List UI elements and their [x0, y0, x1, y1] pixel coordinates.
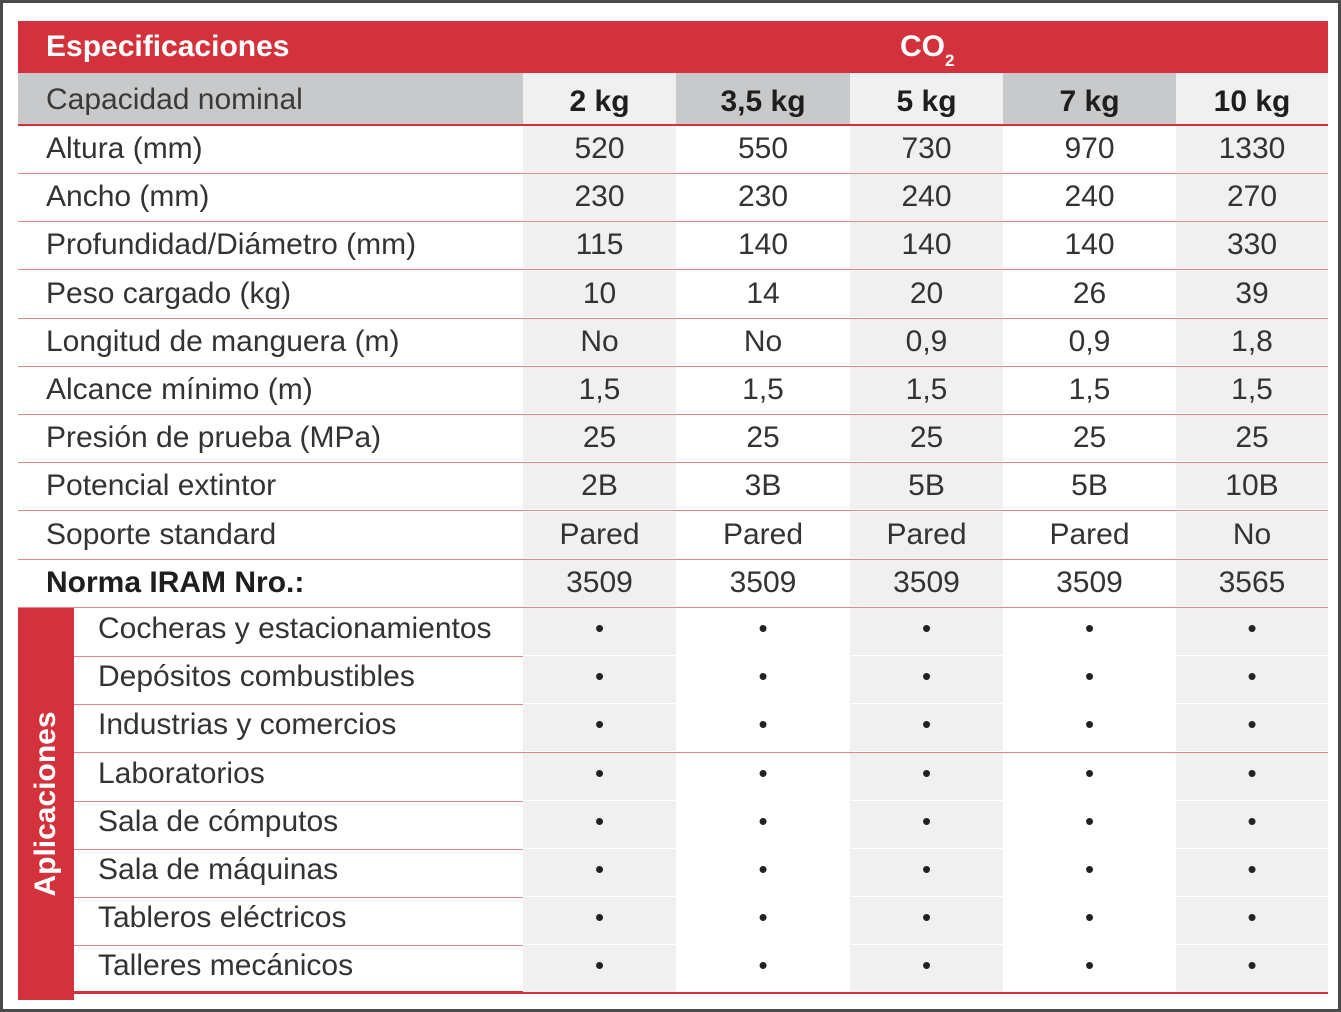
spec-value-cell: No — [523, 319, 676, 365]
spec-value-cell: 20 — [850, 271, 1003, 317]
spec-value-cell: 3B — [676, 463, 850, 509]
bullet-mark: • — [523, 656, 676, 703]
application-label: Sala de máquinas — [98, 853, 339, 886]
bullet-mark: • — [1176, 753, 1328, 800]
capacity-cell-10kg: 10 kg — [1176, 73, 1328, 124]
spec-value-cell: Pared — [676, 512, 850, 558]
bullet-mark: • — [523, 608, 676, 655]
bullet-mark: • — [523, 849, 676, 896]
bullet-mark: • — [1176, 608, 1328, 655]
bullet-mark: • — [523, 753, 676, 800]
capacity-cell-2kg: 2 kg — [523, 73, 676, 124]
spec-label: Altura (mm) — [46, 132, 203, 165]
spec-value-cell: 270 — [1176, 174, 1328, 220]
bullet-mark: • — [1176, 704, 1328, 751]
bullet-mark: • — [1003, 753, 1176, 800]
spec-row — [18, 174, 1328, 222]
spec-value-cell: 25 — [1176, 415, 1328, 461]
bullet-mark: • — [1176, 656, 1328, 703]
spec-value-cell: 26 — [1003, 271, 1176, 317]
spec-value-cell: 230 — [676, 174, 850, 220]
application-row — [74, 801, 1328, 850]
spec-value-cell: Pared — [1003, 512, 1176, 558]
application-label: Industrias y comercios — [98, 708, 397, 742]
bullet-mark: • — [1003, 897, 1176, 944]
spec-value-cell: 2B — [523, 463, 676, 509]
spec-value-cell: 0,9 — [1003, 319, 1176, 365]
bullet-mark: • — [523, 801, 676, 848]
capacity-cell-3-5kg: 3,5 kg — [676, 73, 850, 124]
spec-value-cell: 140 — [850, 222, 1003, 268]
specs-title: Especificaciones — [46, 30, 290, 63]
spec-label: Norma IRAM Nro.: — [46, 565, 305, 599]
bullet-mark: • — [850, 704, 1003, 751]
spec-value-cell: 5B — [850, 463, 1003, 509]
spec-value-cell: 330 — [1176, 222, 1328, 268]
spec-value-cell: 14 — [676, 271, 850, 317]
bullet-mark: • — [1003, 608, 1176, 655]
spec-row — [18, 415, 1328, 463]
spec-value-cell: 240 — [850, 174, 1003, 220]
applications-side-bar — [18, 608, 74, 1000]
spec-value-cell: 25 — [850, 415, 1003, 461]
spec-label: Ancho (mm) — [46, 180, 210, 214]
spec-value-cell: 10B — [1176, 463, 1328, 509]
spec-row — [18, 222, 1328, 270]
spec-value-cell: 230 — [523, 174, 676, 220]
bullet-mark: • — [850, 945, 1003, 992]
bullet-mark: • — [1003, 704, 1176, 751]
spec-row — [18, 367, 1328, 415]
bullet-mark: • — [1176, 801, 1328, 848]
applications-section — [18, 608, 1328, 1000]
spec-row — [18, 319, 1328, 367]
spec-row — [18, 126, 1328, 174]
spec-value-cell: 10 — [523, 271, 676, 317]
spec-row — [18, 512, 1328, 560]
spec-value-cell: 970 — [1003, 126, 1176, 172]
application-label: Depósitos combustibles — [98, 660, 415, 694]
capacity-cell-5kg: 5 kg — [850, 73, 1003, 124]
spec-value-cell: 39 — [1176, 271, 1328, 317]
bullet-mark: • — [1176, 945, 1328, 992]
bullet-mark: • — [523, 704, 676, 751]
spec-value-cell: 25 — [523, 415, 676, 461]
application-label: Laboratorios — [98, 756, 265, 790]
bullet-mark: • — [676, 945, 850, 992]
spec-value-cell: 25 — [676, 415, 850, 461]
spec-label: Peso cargado (kg) — [46, 276, 292, 310]
application-row — [74, 753, 1328, 802]
bullet-mark: • — [676, 801, 850, 848]
bullet-mark: • — [850, 801, 1003, 848]
bullet-mark: • — [850, 897, 1003, 944]
title-row — [18, 21, 1328, 73]
bullet-mark: • — [850, 608, 1003, 655]
bullet-mark: • — [676, 608, 850, 655]
spec-label: Potencial extintor — [46, 469, 277, 503]
application-row — [74, 945, 1328, 994]
spec-value-cell: 115 — [523, 222, 676, 268]
bullet-mark: • — [676, 704, 850, 751]
product-title-main: CO — [900, 30, 945, 63]
spec-value-cell: 3509 — [850, 560, 1003, 606]
bullet-mark: • — [1003, 849, 1176, 896]
capacity-row — [18, 73, 1328, 126]
bullet-mark: • — [1176, 849, 1328, 896]
bullet-mark: • — [676, 656, 850, 703]
bullet-mark: • — [850, 656, 1003, 703]
bullet-mark: • — [850, 753, 1003, 800]
spec-value-cell: 25 — [1003, 415, 1176, 461]
spec-value-cell: 1,5 — [1003, 367, 1176, 413]
bullet-mark: • — [1003, 945, 1176, 992]
spec-row — [18, 271, 1328, 319]
bullet-mark: • — [1176, 897, 1328, 944]
application-row — [74, 608, 1328, 657]
capacity-cell-7kg: 7 kg — [1003, 73, 1176, 124]
bullet-mark: • — [1003, 656, 1176, 703]
application-row — [74, 849, 1328, 898]
capacity-label: Capacidad nominal — [46, 83, 303, 116]
spec-value-cell: 0,9 — [850, 319, 1003, 365]
spec-value-cell: 1,5 — [850, 367, 1003, 413]
spec-value-cell: 3509 — [523, 560, 676, 606]
application-label: Tableros eléctricos — [98, 901, 347, 935]
bullet-mark: • — [676, 849, 850, 896]
spec-value-cell: 730 — [850, 126, 1003, 172]
spec-value-cell: 1,5 — [676, 367, 850, 413]
application-label: Talleres mecánicos — [98, 949, 354, 983]
spec-value-cell: 1330 — [1176, 126, 1328, 172]
spec-value-cell: 550 — [676, 126, 850, 172]
spec-label: Profundidad/Diámetro (mm) — [46, 228, 417, 262]
spec-label: Longitud de manguera (m) — [46, 324, 400, 358]
spec-value-cell: Pared — [850, 512, 1003, 558]
spec-row — [18, 560, 1328, 608]
spec-value-cell: 3565 — [1176, 560, 1328, 606]
bullet-mark: • — [523, 897, 676, 944]
bullet-mark: • — [676, 897, 850, 944]
spec-label: Presión de prueba (MPa) — [46, 421, 382, 455]
spec-value-cell: 1,8 — [1176, 319, 1328, 365]
application-row — [74, 897, 1328, 946]
bullet-mark: • — [1003, 801, 1176, 848]
spec-row — [18, 463, 1328, 511]
spec-value-cell: Pared — [523, 512, 676, 558]
bullet-mark: • — [850, 849, 1003, 896]
application-label: Sala de cómputos — [98, 804, 339, 838]
application-label: Cocheras y estacionamientos — [98, 612, 492, 645]
spec-value-cell: 1,5 — [523, 367, 676, 413]
product-title-subscript: 2 — [945, 51, 955, 70]
bullet-mark: • — [676, 753, 850, 800]
application-row — [74, 704, 1328, 753]
spec-label: Soporte standard — [46, 517, 277, 551]
spec-value-cell: 140 — [1003, 222, 1176, 268]
applications-title: Aplicaciones — [29, 711, 62, 897]
spec-value-cell: 3509 — [676, 560, 850, 606]
spec-value-cell: 5B — [1003, 463, 1176, 509]
spec-label: Alcance mínimo (m) — [46, 373, 313, 406]
spec-value-cell: 140 — [676, 222, 850, 268]
spec-value-cell: No — [676, 319, 850, 365]
application-row — [74, 656, 1328, 705]
bullet-mark: • — [523, 945, 676, 992]
spec-value-cell: 240 — [1003, 174, 1176, 220]
spec-value-cell: 1,5 — [1176, 367, 1328, 413]
spec-value-cell: No — [1176, 512, 1328, 558]
spec-value-cell: 520 — [523, 126, 676, 172]
spec-value-cell: 3509 — [1003, 560, 1176, 606]
